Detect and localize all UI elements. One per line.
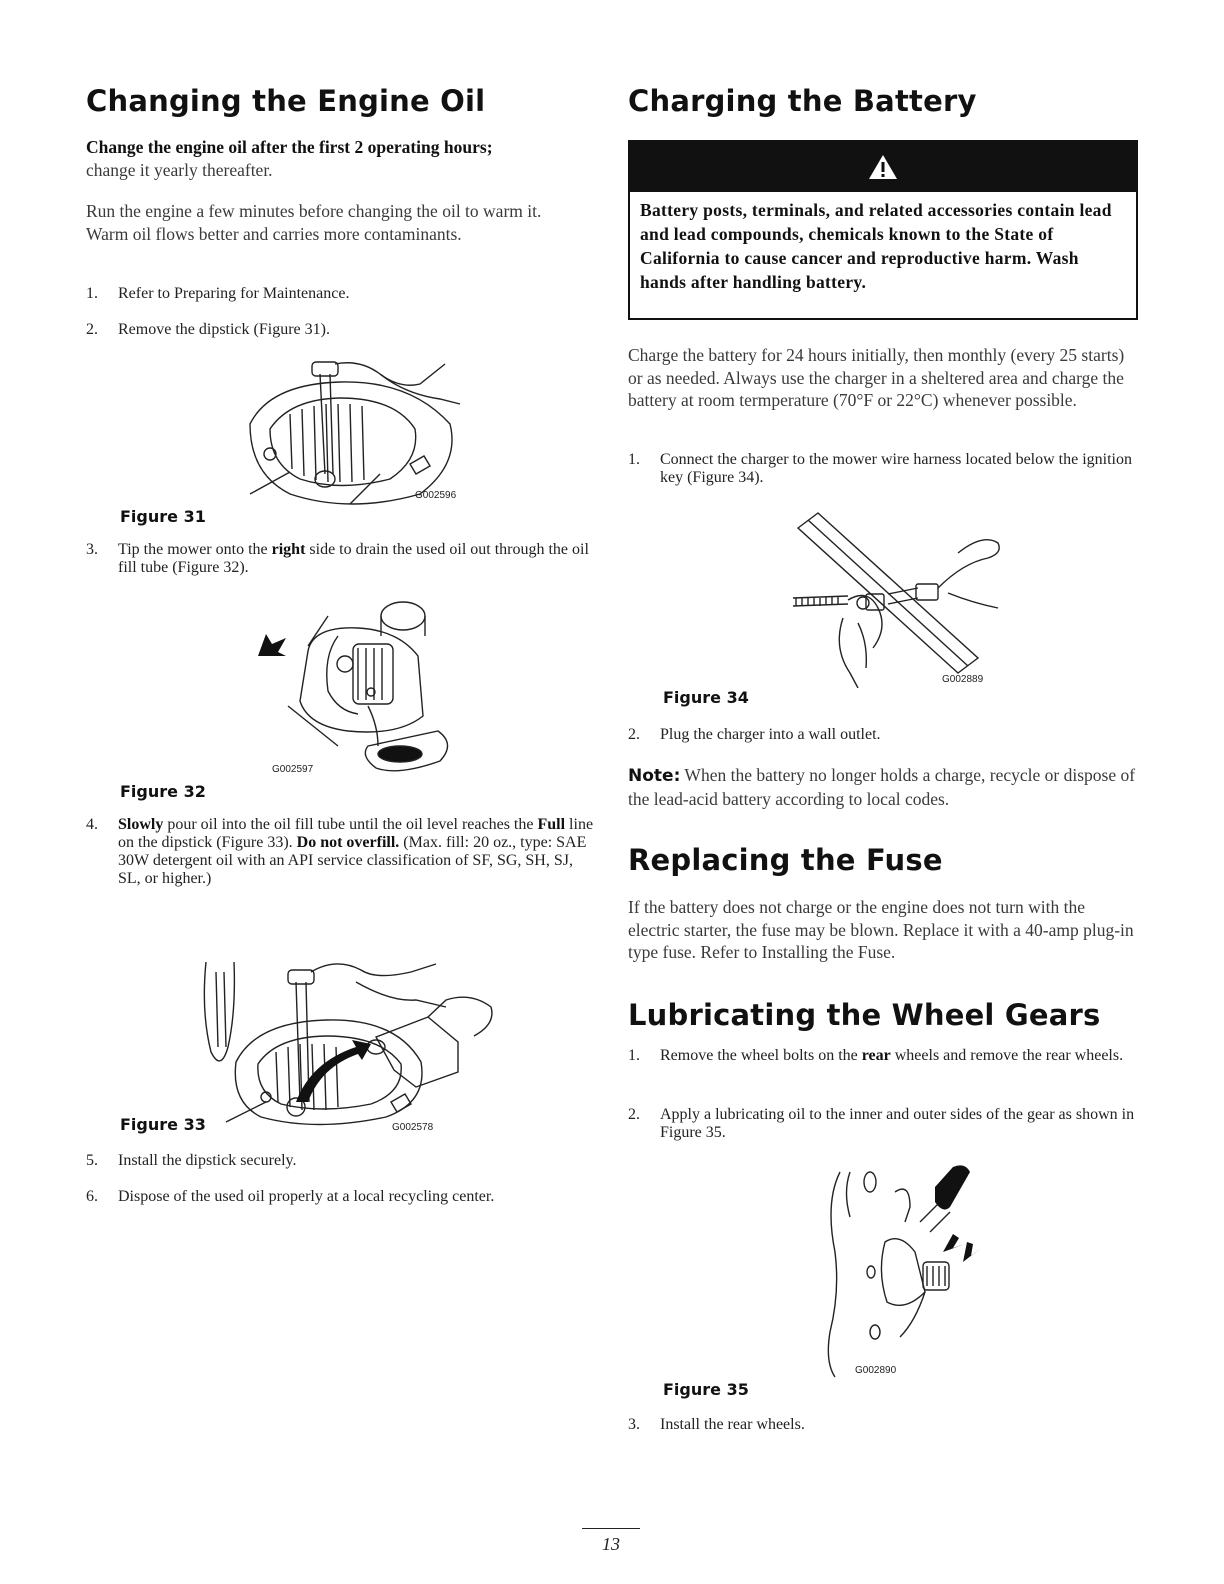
- step-4-emphasis-full: Full: [537, 816, 566, 833]
- oil-intro: [86, 136, 596, 181]
- battery-note: [628, 764, 1138, 810]
- step-number: 1.: [628, 451, 640, 468]
- step-text: Install the rear wheels.: [660, 1416, 805, 1433]
- figure-31-caption: Figure 31: [120, 507, 206, 526]
- figure-31-illustration: [230, 354, 500, 514]
- gears-step-3: [628, 1416, 1138, 1434]
- step-text: Remove the dipstick (Figure 31).: [118, 321, 330, 338]
- step-text: Connect the charger to the mower wire harness located below the ignition key (Figure 34).: [660, 451, 1132, 486]
- figure-32-caption: Figure 32: [120, 782, 206, 801]
- oil-step-4: [86, 816, 596, 888]
- gears-section-title: Lubricating the Wheel Gears: [628, 998, 1101, 1032]
- battery-section-title: Charging the Battery: [628, 84, 977, 118]
- oil-intro-bold: Change the engine oil after the first 2 operating hours;: [86, 137, 493, 157]
- figure-35-id: G002890: [855, 1365, 897, 1376]
- step-number: 5.: [86, 1152, 98, 1169]
- figure-33-id: G002578: [392, 1122, 434, 1132]
- fuse-section-title: Replacing the Fuse: [628, 843, 943, 877]
- step-number: 1.: [628, 1047, 640, 1064]
- g-step-1-text-a: Remove the wheel bolts on the: [660, 1047, 862, 1064]
- g-step-1-emphasis: rear: [861, 1047, 891, 1064]
- step-4-text-b: pour oil into the oil fill tube until the oil level reaches the: [163, 816, 538, 833]
- figure-31-id: G002596: [415, 490, 457, 501]
- figure-33-illustration: [196, 952, 506, 1132]
- step-number: 2.: [628, 1106, 640, 1123]
- step-4-emphasis-overfill: Do not overfill.: [296, 834, 400, 851]
- oil-step-5: [86, 1152, 596, 1170]
- figure-34-caption: Figure 34: [663, 688, 749, 707]
- page-number: 13: [602, 1534, 620, 1554]
- step-3-text-c: side to drain the used oil out through the oil fill tube (Figure 32).: [118, 541, 589, 576]
- note-text: When the battery no longer holds a charge, recycle or dispose of the lead-acid battery according to local codes.: [628, 765, 1136, 809]
- step-number: 3.: [628, 1416, 640, 1433]
- step-4-emphasis-slowly: Slowly: [118, 816, 164, 833]
- step-number: 3.: [86, 541, 98, 558]
- figure-35-caption: Figure 35: [663, 1380, 749, 1399]
- page-number-rule: [582, 1528, 640, 1529]
- oil-step-2: [86, 321, 596, 339]
- step-4-text-f: (Max. fill: 20 oz., type: SAE 30W detergent oil with an API service classification of SF, SG, SH, SJ, SL, or higher.): [118, 834, 587, 887]
- warning-text: Battery posts, terminals, and related accessories contain lead and lead compounds, chemicals known to the State of California to cause cancer and reproductive harm. Wash hands after handling battery.: [640, 200, 1112, 292]
- step-text: Plug the charger into a wall outlet.: [660, 726, 881, 743]
- figure-32-illustration: [228, 596, 468, 786]
- step-text: Refer to Preparing for Maintenance.: [118, 285, 350, 302]
- fuse-paragraph: If the battery does not charge or the engine does not turn with the electric starter, the fuse may be blown. Replace it with a 40-amp plug-in type fuse. Refer to Installing the Fuse.: [628, 897, 1134, 962]
- step-3-emphasis: right: [271, 541, 306, 558]
- oil-section-title: Changing the Engine Oil: [86, 84, 486, 118]
- step-text: Apply a lubricating oil to the inner and outer sides of the gear as shown in Figure 35.: [660, 1106, 1135, 1141]
- note-label: Note:: [628, 766, 681, 786]
- oil-step-3: [86, 541, 596, 577]
- warning-bar: [630, 142, 1136, 192]
- g-step-1-text-c: wheels and remove the rear wheels.: [890, 1047, 1124, 1064]
- figure-33-caption: Figure 33: [120, 1115, 206, 1134]
- oil-step-6: [86, 1188, 576, 1206]
- step-number: 6.: [86, 1188, 98, 1205]
- step-number: 2.: [86, 321, 98, 338]
- step-text: [118, 816, 596, 888]
- step-number: 1.: [86, 285, 98, 302]
- figure-34-id: G002889: [942, 674, 984, 685]
- figure-32-id: G002597: [272, 764, 314, 775]
- step-text: Dispose of the used oil properly at a local recycling center.: [118, 1188, 495, 1205]
- gears-step-2: [628, 1106, 1138, 1142]
- step-number: 2.: [628, 726, 640, 743]
- warning-triangle-icon: [868, 154, 898, 180]
- battery-step-1: [628, 451, 1138, 487]
- step-text: [118, 541, 596, 577]
- step-number: 4.: [86, 816, 98, 833]
- gears-step-1: [628, 1047, 1138, 1065]
- battery-charge-paragraph: Charge the battery for 24 hours initially, then monthly (every 25 starts) or as needed. Always use the charger in a sheltered area and charge the battery at room termperature (70°F or 22°C) whenever possible.: [628, 345, 1125, 410]
- step-4-text-d: line on the dipstick (Figure 33).: [118, 816, 594, 851]
- battery-warning-box: [628, 140, 1138, 320]
- oil-intro-rest: change it yearly thereafter.: [86, 159, 273, 180]
- step-3-text-a: Tip the mower onto the: [118, 541, 272, 558]
- step-text: Install the dipstick securely.: [118, 1152, 297, 1169]
- oil-step-1: [86, 285, 596, 303]
- figure-34-illustration: [788, 508, 1018, 688]
- battery-step-2: [628, 726, 1138, 744]
- oil-run-paragraph: Run the engine a few minutes before changing the oil to warm it. Warm oil flows better and carries more contaminants.: [86, 201, 542, 244]
- figure-35-illustration: [815, 1162, 995, 1382]
- step-text: [660, 1047, 1138, 1065]
